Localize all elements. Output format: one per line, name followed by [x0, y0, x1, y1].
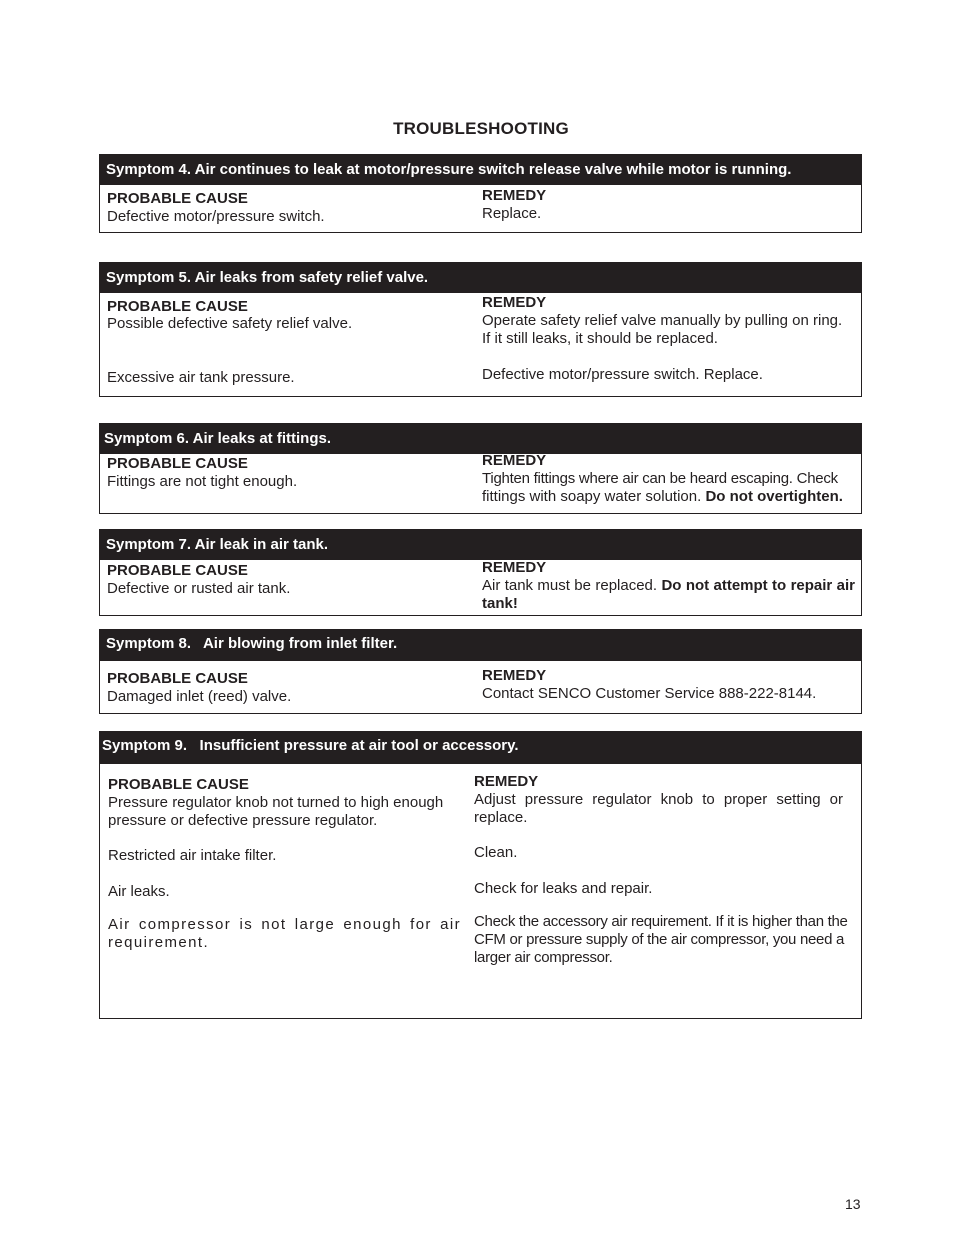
- cause-text: Restricted air intake filter.: [108, 847, 277, 864]
- probable-cause-heading: PROBABLE CAUSE: [107, 562, 248, 579]
- cause-text: Defective motor/pressure switch.: [107, 208, 325, 225]
- symptom-4-header: Symptom 4. Air continues to leak at motor/pressure switch release valve while motor is running.: [100, 155, 861, 185]
- remedy-text: fittings with soapy water solution.: [482, 488, 702, 505]
- page-number: 13: [845, 1196, 861, 1212]
- probable-cause-heading: PROBABLE CAUSE: [107, 190, 248, 207]
- remedy-heading: REMEDY: [474, 773, 539, 790]
- remedy-text: Check for leaks and repair.: [474, 880, 653, 897]
- cause-text: Air leaks.: [108, 883, 170, 900]
- symptom-8-table: [99, 629, 862, 714]
- remedy-text: [482, 488, 843, 506]
- symptom-5-header: Symptom 5. Air leaks from safety relief valve.: [100, 263, 861, 293]
- cause-text: Pressure regulator knob not turned to high enough pressure or defective pressure regulator.: [108, 794, 444, 829]
- symptom-7-header: Symptom 7. Air leak in air tank.: [100, 530, 861, 560]
- remedy-warning: Do not overtighten.: [705, 488, 843, 505]
- remedy-text: Defective motor/pressure switch. Replace.: [482, 366, 763, 383]
- remedy-text: [482, 577, 855, 613]
- remedy-heading: REMEDY: [482, 187, 547, 204]
- probable-cause-heading: PROBABLE CAUSE: [107, 455, 248, 472]
- remedy-warning: Do not attempt to repair air tank!: [482, 577, 855, 612]
- cause-text: Excessive air tank pressure.: [107, 369, 295, 386]
- cause-text: Fittings are not tight enough.: [107, 473, 298, 490]
- cause-text: Air compressor is not large enough for air requirement.: [108, 916, 461, 951]
- symptom-5-table: [99, 262, 862, 397]
- remedy-heading: REMEDY: [482, 559, 547, 576]
- remedy-heading: REMEDY: [482, 452, 547, 469]
- probable-cause-heading: PROBABLE CAUSE: [108, 776, 249, 793]
- symptom-9-table: [99, 731, 862, 1019]
- probable-cause-heading: PROBABLE CAUSE: [107, 670, 248, 687]
- remedy-text: Operate safety relief valve manually by pulling on ring.: [482, 312, 843, 329]
- cause-text: Damaged inlet (reed) valve.: [107, 688, 292, 705]
- remedy-heading: REMEDY: [482, 294, 547, 311]
- symptom-6-header: Symptom 6. Air leaks at fittings.: [100, 424, 861, 454]
- symptom-7-table: [99, 529, 862, 616]
- remedy-text: Tighten fittings where air can be heard escaping. Check: [482, 470, 838, 487]
- symptom-8-header: Symptom 8. Air blowing from inlet filter.: [100, 630, 861, 661]
- page-title: TROUBLESHOOTING: [393, 119, 569, 138]
- symptom-4-table: [99, 154, 862, 233]
- symptom-9-header: Symptom 9. Insufficient pressure at air tool or accessory.: [100, 732, 861, 764]
- remedy-heading: REMEDY: [482, 667, 547, 684]
- remedy-text: Replace.: [482, 205, 542, 222]
- symptom-6-table: [99, 423, 862, 514]
- cause-text: Possible defective safety relief valve.: [107, 315, 353, 332]
- remedy-text: Clean.: [474, 844, 518, 861]
- remedy-text: Contact SENCO Customer Service 888-222-8144.: [482, 685, 817, 702]
- remedy-text: Air tank must be replaced.: [482, 577, 658, 594]
- cause-text: Defective or rusted air tank.: [107, 580, 291, 597]
- remedy-text: Check the accessory air requirement. If it is higher than the CFM or pressure supply of the air compressor, you need a larger air compressor.: [474, 913, 848, 966]
- remedy-text: Adjust pressure regulator knob to proper setting or replace.: [474, 791, 843, 826]
- remedy-text: If it still leaks, it should be replaced.: [482, 330, 718, 347]
- probable-cause-heading: PROBABLE CAUSE: [107, 298, 248, 315]
